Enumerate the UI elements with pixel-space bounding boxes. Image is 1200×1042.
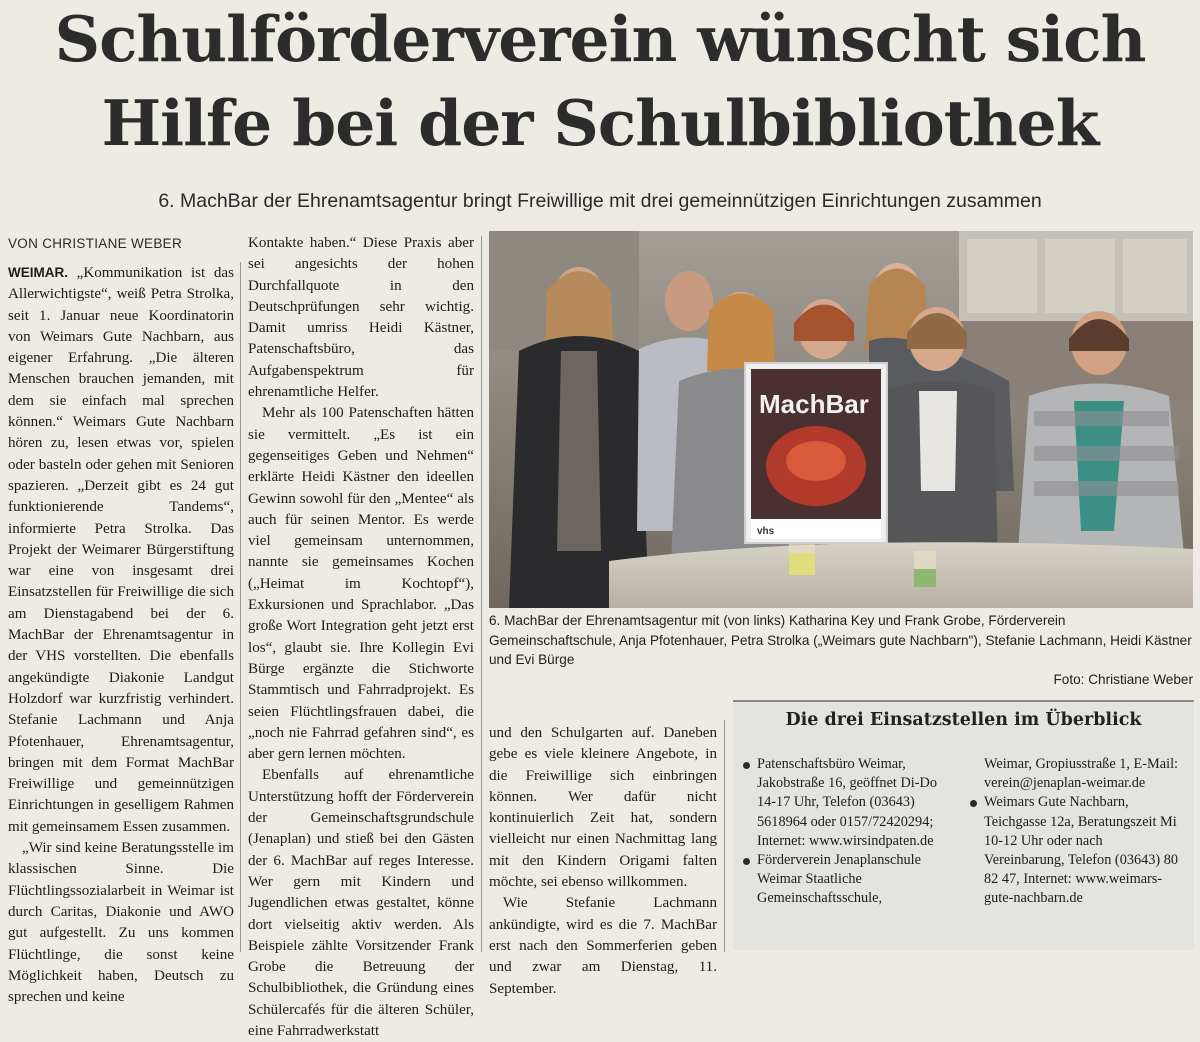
info-box-column-1 [743,755,955,909]
article-column-2 [248,233,474,1039]
article-paragraph: Ebenfalls auf ehrenamtliche Unterstützung hofft der Förderverein der Gemeinschaftsgrundschule (Jenaplan) und stieß bei den Gästen der 6. MachBar auf reges Interesse. Wer gern mit Kindern und Jugendlichen etwas gestaltet, könne dort vielseitig aktiv werden. Als Beispiele zählte Vorsitzender Frank Grobe die Betreuung der Schulbibliothek, die Gründung eines Schülercafés für die älteren Schüler, eine Fahrradwerkstatt [248,767,474,1039]
info-entry-text: Patenschaftsbüro Weimar, Jakobstraße 16, geöffnet Di-Do 14-17 Uhr, Telefon (03643) 5618964 oder 0157/72420294; Internet: www.wirsindpaten.de [757,756,937,849]
bullet-icon [743,858,750,865]
photo-illustration [489,231,1193,608]
article-column-3 [489,723,717,997]
article-paragraph: Kontakte haben.“ Diese Praxis aber sei angesichts der hohen Durchfallquote in den Deutschprüfungen sehr wichtig. Damit umriss Heidi Kästner, Patenschaftsbüro, das Aufgabenspektrum für ehrenamtliche Helfer. [248,235,474,401]
headline-line-1: Schulförderverein wünscht sich [54,2,1146,76]
article-paragraph: „Wir sind keine Beratungsstelle im klassischen Sinne. Die Flüchtlingssozialarbeit in Weimar ist durch Caritas, Diakonie und AWO gut aufgestellt. Zu uns kommen Flüchtlinge, die sonst keine Möglichkeit haben, Deutsch zu sprechen und keine [8,840,234,1006]
poster-title: MachBar [759,389,869,419]
article-paragraph: und den Schulgarten auf. Daneben gebe es viele kleinere Angebote, in die Freiwillige sich einbringen können. Wer dafür nicht kontinuierlich Zeit hat, sondern vielleicht nur einen Nachmittag lang mit den Kindern Origami falten möchte, sei ebenso willkommen. [489,725,717,891]
group-photo [489,231,1193,608]
info-entry [743,851,955,909]
paragraph-text: „Kommunikation ist das Allerwichtigste“, weiß Petra Strolka, seit 1. Januar neue Koordinatorin von Weimars Gute Nachbarn, aus eigener Erfahrung. „Die älteren Menschen brauchen jemanden, mit dem sie einfach mal sprechen können.“ Weimars Gute Nachbarn hören zu, lesen etwas vor, spielen oder basteln oder gehen mit Senioren spazieren. „Derzeit gibt es 24 gut funktionierende Tandems“, informierte Petra Strolka. Das Projekt der Weimarer Bürgerstiftung war eine von insgesamt drei Einsatzstellen für Freiwillige die sich am Dienstagabend bei der 6. MachBar der Ehrenamtsagentur in der VHS vorstellten. Die ebenfalls angekündigte Diakonie Landgut Holzdorf war kurzfristig verhindert. Stefanie Lachmann und Anja Pfotenhauer, Ehrenamtsagentur, bringen mit dem Format MachBar Freiwillige und gemeinnützigen Einrichtungen in geselligem Rahmen mit gemeinsamem Essen zusammen. [8,265,234,835]
column-divider [724,720,725,952]
column-divider [240,262,241,952]
info-entry-text: Weimars Gute Nachbarn, Teichgasse 12a, Beratungszeit Mi 10-12 Uhr oder nach Vereinbarung, Telefon (03643) 80 82 47, Internet: www.weimars-gute-nachbarn.de [984,794,1179,907]
poster-logo: vhs [757,526,775,537]
article-paragraph: Wie Stefanie Lachmann ankündigte, wird es die 7. MachBar erst nach den Sommerferien geben und zwar am Dienstag, 11. September. [489,895,717,997]
photo-credit: Foto: Christiane Weber [1053,672,1193,687]
bullet-icon [743,762,750,769]
subheadline: 6. MachBar der Ehrenamtsagentur bringt Freiwillige mit drei gemeinnützigen Einrichtungen zusammen [158,190,1042,212]
article-paragraph [8,262,234,838]
info-box-title: Die drei Einsatzstellen im Überblick [785,710,1142,730]
info-entry [743,755,955,851]
photo-caption: 6. MachBar der Ehrenamtsagentur mit (von links) Katharina Key und Frank Grobe, Förderverein Gemeinschaftschule, Anja Pfotenhauer, Petra Strolka („Weimars gute Nachbarn"), Stefanie Lachmann, Heidi Kästner und Evi Bürge [489,613,1192,667]
article-column-1 [8,262,234,1006]
info-entry-continuation: Weimar, Gropiusstraße 1, E-Mail: verein@jenaplan-weimar.de [984,756,1179,792]
dateline: WEIMAR. [8,265,68,280]
byline: VON CHRISTIANE WEBER [8,236,183,251]
column-divider [481,236,482,952]
bullet-icon [970,800,977,807]
article-paragraph: Mehr als 100 Patenschaften hätten sie vermittelt. „Es ist ein gegenseitiges Geben und Nehmen“ erklärte Heidi Kästner den ideellen Gewinn sowohl für den „Mentee“ als auch für seinen Mentor. Es werde viel gemeinsam unternommen, nannte sie gemeinsames Kochen („Heimat im Kochtopf“), Exkursionen und Sprachlabor. „Das große Wort Integration geht jetzt erst los“, glaubt sie. Ihre Kollegin Evi Bürge ergänzte die Stichworte Stammtisch und Fahrradprojekt. Es seien Flüchtlingsfrauen dabei, die „noch nie Fahrrad gefahren sind“, es aber gern lernen möchten. [248,405,474,763]
info-box [733,700,1194,950]
info-entry-text: Förderverein Jenaplanschule Weimar Staatliche Gemeinschaftsschule, [757,852,921,907]
headline-line-2: Hilfe bei der Schulbibliothek [101,86,1099,160]
info-entry [970,793,1182,908]
info-box-column-2 [970,755,1182,909]
